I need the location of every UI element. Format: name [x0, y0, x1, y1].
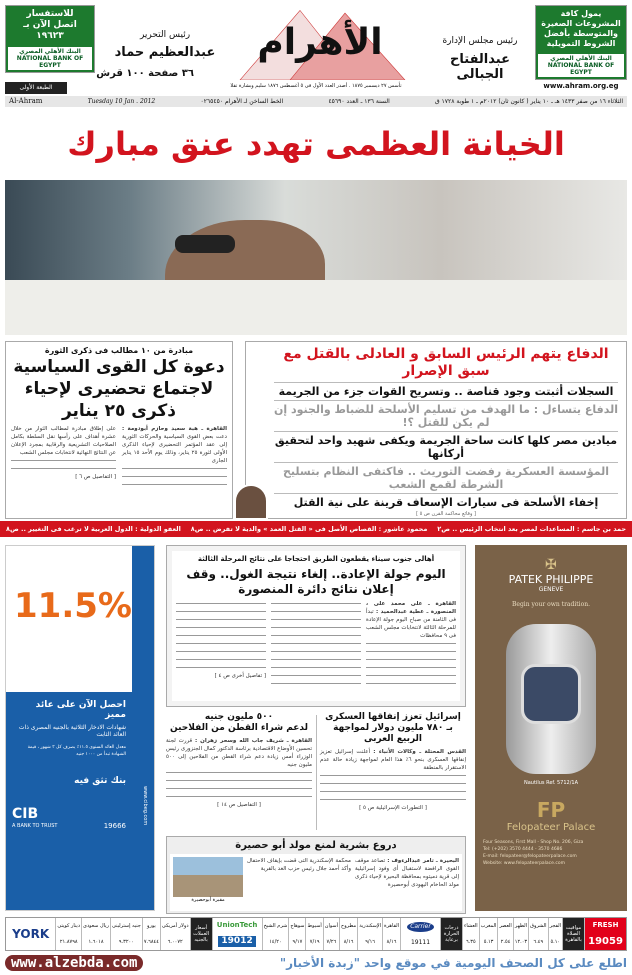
- store-address: Four Seasons, First Mall - Shop No. 206, Giza: [483, 840, 584, 845]
- prayer-time-label: الفجر: [549, 923, 561, 929]
- fresh-phone: 19059: [588, 935, 623, 947]
- currency-rate-value: ٧.٦٨٤٤: [143, 939, 159, 945]
- initiative-body-2: على إطلاق مبادرة لمطالب الثوار من خلال عشرة أهداف على رأسها نقل السلطة بكامل الصلاحيات التشريعية والرقابية بمجرد الإعلان عن النتائج النهائية لانتخابات مجلس الشعب: [11, 426, 116, 456]
- edition-badge: الطبعة الأولى: [5, 82, 67, 94]
- cib-panel: [6, 692, 132, 910]
- currency-rate-value: ١.٦٠١٨: [88, 939, 104, 945]
- currency-rate-label: جنيه إسترلينى: [111, 923, 141, 929]
- prayer-time-label: العصر: [499, 923, 512, 929]
- main-photo: [5, 180, 627, 335]
- city-temps: [262, 918, 400, 950]
- prayer-time-value: ٥.١٣: [483, 939, 494, 945]
- lead-sub-2: الدفاع يتساءل : ما الهدف من تسليم الأسلحة للضباط والجنود إن لم يكن للقتل ؟!: [274, 400, 618, 431]
- currency-rate-label: دولار أمريكى: [161, 923, 189, 929]
- currency-rate: [110, 918, 142, 950]
- currency-rate-label: ريال سعودى: [83, 923, 109, 929]
- patek-brand: PATEK PHILIPPE: [508, 573, 594, 586]
- cotton-title-1: ٥٠٠ مليون جنيه: [204, 712, 274, 722]
- fresh-brand: FRESH: [592, 921, 619, 930]
- currency-rate: [142, 918, 160, 950]
- initiative-col-1: [122, 425, 227, 465]
- currency-rate-value: ٩.٣٢٠٠: [118, 939, 134, 945]
- prayer-time: [548, 918, 562, 950]
- ad-text: يمول كافة المشروعات الصغيرة والمتوسطة بأفضل الشروط التمويلية: [541, 9, 621, 48]
- cotton-text: [166, 737, 312, 769]
- ad-text-1: للاستفسار: [26, 9, 74, 19]
- cotton-story[interactable]: [166, 712, 312, 832]
- tomb-photo: [173, 857, 243, 897]
- nbe-ad-left[interactable]: [5, 5, 95, 73]
- prayer-times: [462, 918, 562, 950]
- footer-text: اطلع على كل الصحف اليومية في موقع واحد "زبدة الأخبار": [279, 956, 627, 970]
- column-divider: [316, 715, 317, 830]
- lead-sub-4: المؤسسة العسكرية رفضت التوريث .. فاكتفى النظام بتسليح الشرطة لقمع الشعب: [274, 462, 618, 493]
- city-temp: [339, 918, 357, 950]
- prayer-time-label: المغرب: [480, 923, 497, 929]
- city-temp-label: سوهاج: [290, 923, 305, 929]
- patek-city: GENEVE: [538, 586, 564, 593]
- city-temp: [382, 918, 400, 950]
- city-temp-label: شرم الشيخ: [263, 923, 288, 929]
- city-temp-value: ٧/٢٦: [326, 939, 337, 945]
- logo-text: الأهرام: [257, 22, 383, 63]
- board-chair-title: رئيس مجلس الإدارة: [442, 36, 518, 46]
- board-chair-name: عبدالفتاح الجبالى: [450, 52, 510, 82]
- city-temp: [262, 918, 289, 950]
- cib-slogan: بنك تثق فيه: [74, 776, 126, 786]
- interest-rate: 11.5%: [14, 586, 132, 626]
- editor-name: عبدالعظيم حماد: [114, 45, 216, 60]
- prayer-time-value: ٦.٣٥: [466, 939, 476, 945]
- city-temp-value: ٩/١٧: [292, 939, 303, 945]
- abuhasira-title: دروع بشرية لمنع مولد أبو حصيرة: [235, 840, 397, 851]
- city-temp-label: مطروح: [341, 923, 357, 929]
- hotline: الخط الساخن لـ الأهرام ٠٢٦٥٤٥٠: [200, 98, 284, 105]
- prayer-time-value: ١٢.٠٣: [514, 939, 528, 945]
- sinai-story[interactable]: [166, 545, 466, 707]
- nbe-logo: البنك الأهلي المصري NATIONAL BANK OF EGYPT: [8, 47, 92, 70]
- currency-rate: [81, 918, 110, 950]
- currency-rates: [55, 918, 189, 950]
- ticker-item[interactable]: العفو الدولية : الدول العربية لا ترغب فى التغيير .. ص٨: [6, 525, 181, 533]
- footer-url[interactable]: www.alzebda.com: [5, 955, 143, 971]
- text-lines: [271, 600, 361, 688]
- city-temp-label: القاهرة: [384, 923, 399, 929]
- cib-headline: احصل الآن على عائد مميز: [35, 700, 126, 720]
- israel-text: [320, 748, 466, 772]
- abuhasira-body: تصاعد موقف القوى الرافضة لاستقبال أى وفود إسرائيلية إلى قرية دميتوه بمحافظة البحيرة لإحياء ذكرى مولد الحاخام اليهودى أبوحصيرة: [355, 858, 459, 888]
- prayer-label: مواقيت الصلاة بالقاهرة: [562, 918, 584, 950]
- lead-sub-1: السجلات أثبتت وجود قناصة .. وتسريح القوات جزء من الجريمة: [274, 382, 618, 400]
- watch-model: Nautilus Ref. 5712/1A: [524, 780, 578, 786]
- initiative-title: دعوة كل القوى السياسية لاجتماع تحضيرى لإحياء ذكرى ٢٥ يناير: [13, 357, 225, 421]
- prayer-time: [479, 918, 498, 950]
- footer-banner[interactable]: [5, 952, 627, 974]
- cotton-byline: القاهرة ـ شريف جاب الله وسحر زهران :: [194, 738, 312, 744]
- city-temp: [323, 918, 339, 950]
- sinai-byline: القاهرة ـ على محمد على ، المنصورة ـ عطية عبدالحميد :: [366, 601, 457, 615]
- english-date: Tuesday 10 Jan . 2012: [87, 98, 156, 105]
- watch-dial: [521, 664, 581, 724]
- cib-phone: 19666: [103, 822, 126, 830]
- initiative-byline: القاهرة ـ هبة سعيد وحازم أبودومة :: [122, 426, 227, 432]
- york-logo[interactable]: YORK: [12, 927, 50, 941]
- text-lines: [122, 465, 227, 489]
- ad-text-2: اتصل الآن بـ ١٩٦٢٣: [23, 20, 77, 41]
- carrier-brand: Carrier: [407, 922, 434, 932]
- hijri-date: الثلاثاء ١٦ من صفر ١٤٣٣ هـ ـ ١٠ يناير ( كانون ثان) ٢٠١٢م ـ ١ طوبة ١٧٢٨ ق: [434, 98, 623, 105]
- fresh-ad[interactable]: [584, 918, 626, 950]
- israel-story[interactable]: [320, 712, 466, 832]
- city-temp-value: ٨/١٦: [343, 939, 354, 945]
- city-temp-label: أسيوط: [307, 923, 322, 929]
- uniontech-ad[interactable]: [212, 918, 262, 950]
- store-website[interactable]: Website: www.felopateerpalace.com: [483, 861, 565, 866]
- currency-rate-label: دينار كويتى: [57, 923, 81, 929]
- uniontech-phone: 19012: [218, 936, 255, 947]
- ticker-item[interactable]: حمد بن جاسم : المساعدات لمصر بعد انتخاب الرئيس .. ص٢: [437, 525, 626, 533]
- city-temp: [288, 918, 305, 950]
- store-email[interactable]: E-mail: felopateer@felopateerpalace.com: [483, 854, 577, 859]
- abuhasira-byline: البحيرة ـ تامر عبدالرءوف :: [387, 858, 459, 864]
- text-lines: [11, 457, 116, 473]
- sinai-body: تبدأ فى الثامنة من صباح اليوم جولة الإعادة للمرحلة الثالثة لانتخابات مجلس الشعب فى ٩ محافظات: [366, 609, 456, 639]
- pages-price: ٣٦ صفحة ١٠٠ قرش: [96, 68, 194, 79]
- israel-byline: القدس المحتلة ـ وكالات الأنباء :: [373, 749, 466, 755]
- cib-logo: CIB: [12, 806, 39, 822]
- sinai-kicker: أهالى جنوب سيناء يقطعون الطريق احتجاجا على نتائج المرحلة الثالثة: [197, 555, 435, 563]
- city-temp-label: الإسكندرية: [359, 923, 382, 929]
- carrier-phone: 19111: [410, 939, 431, 947]
- israel-body: أعلنت إسرائيل تعزيز إنفاقها العسكرى بنحو ٦٪ هذا العام لمواجهة زيادة حالة عدم الاستقرار بالمنطقة: [320, 749, 466, 771]
- columnist-photo: [234, 484, 268, 520]
- city-temp-value: ١٤/٢٠: [269, 939, 282, 945]
- prayer-time-label: العشاء: [464, 923, 478, 929]
- nbe-logo: البنك الأهلي المصري NATIONAL BANK OF EGYPT: [538, 54, 624, 77]
- city-temp-value: ٧/١٩: [309, 939, 320, 945]
- sinai-title: اليوم جولة الإعادة.. إلغاء نتيجة الغول.. وقف إعلان نتائج دائرة المنصورة: [186, 567, 446, 596]
- text-lines: [176, 600, 266, 672]
- fx-label: أسعار العملات بالجنيه: [190, 918, 212, 950]
- prayer-time-label: الظهر: [514, 923, 527, 929]
- initiative-story[interactable]: [5, 341, 233, 519]
- prayer-time-label: الشروق: [530, 923, 547, 929]
- english-name: Al-Ahram: [9, 97, 43, 105]
- prayer-time: [497, 918, 512, 950]
- patek-tagline: Begin your own tradition.: [512, 601, 590, 608]
- city-temp-value: ٨/١٦: [386, 939, 397, 945]
- temp-label: درجات الحرارة برعاية: [440, 918, 462, 950]
- cotton-ref: [ التفاصيل ص ١٤ ]: [217, 802, 261, 808]
- prayer-time-value: ٢.٥٤: [500, 939, 511, 945]
- city-temp-label: أسوان: [324, 923, 339, 929]
- lead-ref: [ وقائع محاكمة القرن ص ٥ ]: [416, 511, 476, 517]
- photo-caption: مقبرة أبوحصيرة: [191, 897, 225, 903]
- store-tel: Tel: (+202) 3570 4444 - 3570 4686: [483, 847, 563, 852]
- info-strip: [5, 917, 627, 951]
- ad-stripe: [132, 546, 154, 910]
- israel-title-1: إسرائيل تعزز إنفاقها العسكرى: [325, 712, 461, 722]
- editor-title: رئيس التحرير: [139, 30, 191, 40]
- text-lines: [320, 772, 466, 804]
- fp-logo: FP: [536, 798, 566, 822]
- store-name: Felopateer Palace: [506, 822, 596, 833]
- uniontech-brand: UnionTech: [216, 921, 258, 929]
- al-ahram-logo: [230, 6, 410, 80]
- text-lines: [366, 640, 456, 688]
- cib-sub: شهادات الادخار الثلاثية بالجنيه المصرى ذات العائد الثابت: [18, 724, 126, 738]
- main-headline[interactable]: الخيانة العظمى تهدد عنق مبارك: [67, 125, 565, 163]
- text-lines: [166, 769, 312, 801]
- currency-rate-value: ٢١.٨٧٩٨: [59, 939, 78, 945]
- currency-rate-value: ٦.٠٠٧٢: [167, 939, 183, 945]
- patek-philippe-ad[interactable]: [475, 545, 627, 911]
- abuhasira-story[interactable]: [166, 836, 466, 914]
- city-temp-value: ٩/١٦: [365, 939, 375, 945]
- israel-title-2: بـ ٧٨٠ مليون دولار لمواجهة الربيع العربى: [333, 723, 453, 744]
- initiative-kicker: مبادرة من ١٠ مطالب فى ذكرى الثورة: [44, 346, 194, 355]
- cotton-body: قررت لجنة تحسين الأوضاع الاقتصادية برئاسة الدكتور كمال الجنزورى رئيس الوزراء أمس زيادة دعم شراء القطن من الفلاحين إلى ٥٠٠ مليون جنيه: [166, 738, 312, 768]
- prayer-time: [462, 918, 479, 950]
- abuhasira-text: [355, 857, 459, 889]
- initiative-ref: [ التفاصيل ص ٦ ]: [75, 474, 116, 480]
- city-temp: [305, 918, 322, 950]
- currency-rate-label: يورو: [146, 923, 156, 929]
- bed-sheet: [5, 280, 627, 335]
- carrier-ad[interactable]: [400, 918, 440, 950]
- ticker-item[interactable]: محمود عاشور : القصاص الأصل فى « القتل العمد » والدية لا تفرض .. ص٨: [190, 525, 428, 533]
- lead-title: الدفاع يتهم الرئيس السابق و العادلى بالقتل مع سبق الإصرار: [283, 346, 609, 379]
- website-link[interactable]: www.ahram.org.eg: [543, 82, 619, 90]
- sinai-col-1: [366, 600, 456, 640]
- cib-tagline: A BANK TO TRUST: [12, 823, 58, 829]
- cib-ad[interactable]: [5, 545, 155, 911]
- nbe-ad-right[interactable]: [535, 5, 627, 80]
- issue-number: السنة ١٣٦ ـ العدد ٤٥٦٩٠: [328, 98, 390, 105]
- city-temp: [357, 918, 382, 950]
- lead-sub-3: ميادين مصر كلها كانت ساحة الجريمة ويكفى شهيد واحد لتحقيق أركانها: [274, 431, 618, 462]
- founded-line: تأسس ٢٧ ديسمبر ١٨٧٥ . أصدر العدد الأول فى ٥ أغسطس ١٨٧٦ سليم وبشارة تقلا: [230, 83, 402, 89]
- cross-icon: ✠: [545, 557, 557, 573]
- israel-ref: [ التطورات الإسرائيلية ص ٥ ]: [359, 805, 427, 811]
- prayer-time: [528, 918, 547, 950]
- cib-details: معدل العائد السنوى ١١.٥٪ يصرف كل ٣ شهور ، قيمة الشهادة تبدأ من ١٠٠٠ جنيه: [27, 745, 126, 757]
- date-bar: [5, 96, 627, 107]
- initiative-body: دعت بعض القوى السياسية والحركات الثورية إلى عقد المؤتمر التحضيرى لإحياء الذكرى الأولى لثورة ٢٥ يناير، وذلك يوم الأحد ١٥ يناير الجارى: [122, 434, 228, 464]
- currency-rate: [55, 918, 81, 950]
- cotton-title-2: لدعم شراء القطن من الفلاحين: [170, 723, 308, 733]
- lead-story[interactable]: [245, 341, 627, 519]
- prayer-time: [513, 918, 528, 950]
- cib-web[interactable]: www.cibeg.com: [142, 786, 148, 826]
- prayer-time-value: ٥.١٠: [550, 939, 561, 945]
- lead-sub-5: إخفاء الأسلحة فى سيارات الإسعاف قرينة على نية القتل: [274, 493, 618, 511]
- sunglasses: [175, 235, 235, 253]
- news-ticker: [0, 521, 632, 537]
- sinai-ref: [ تفاصيل أخرى ص ٤ ]: [214, 673, 266, 679]
- currency-rate: [160, 918, 190, 950]
- abuhasira-body-2: محكمة الإسكندرية التى قضت بإيقاف الاحتفال وأكد أحمد جلال رئيس حزب الغد بالقرية: [247, 858, 351, 872]
- watch-image: [506, 624, 596, 774]
- prayer-time-value: ٦.٤٩: [533, 939, 544, 945]
